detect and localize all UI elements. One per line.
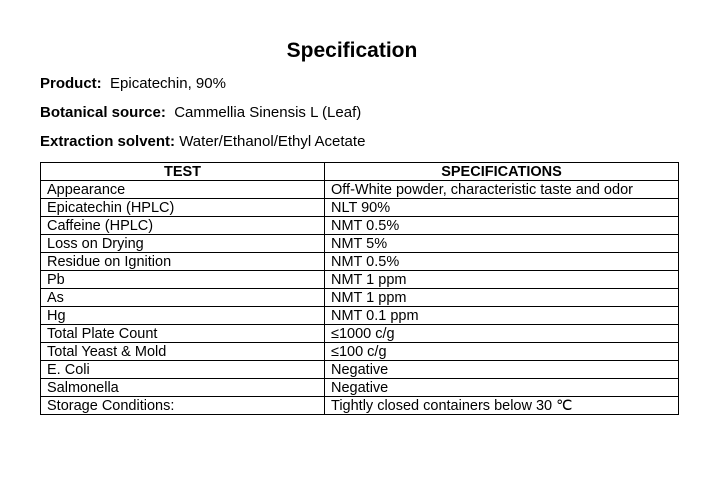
table-row xyxy=(41,343,679,361)
test-cell: Total Yeast & Mold xyxy=(41,343,325,361)
test-cell: Hg xyxy=(41,307,325,325)
spec-cell: NMT 5% xyxy=(325,235,679,253)
spec-cell: Tightly closed containers below 30 ℃ xyxy=(325,397,679,415)
spec-cell: NMT 0.5% xyxy=(325,217,679,235)
test-cell: As xyxy=(41,289,325,307)
botanical-source-label: Botanical source: xyxy=(40,104,166,121)
test-cell: Pb xyxy=(41,271,325,289)
table-row xyxy=(41,235,679,253)
table-row xyxy=(41,289,679,307)
test-cell: Caffeine (HPLC) xyxy=(41,217,325,235)
column-header-specifications: SPECIFICATIONS xyxy=(325,163,679,181)
product-value: Epicatechin, 90% xyxy=(110,75,226,92)
table-row xyxy=(41,217,679,235)
extraction-solvent-label: Extraction solvent: xyxy=(40,133,176,150)
table-row xyxy=(41,361,679,379)
test-cell: Loss on Drying xyxy=(41,235,325,253)
spec-cell: NLT 90% xyxy=(325,199,679,217)
test-cell: E. Coli xyxy=(41,361,325,379)
table-row xyxy=(41,379,679,397)
spec-cell: NMT 1 ppm xyxy=(325,289,679,307)
table-row xyxy=(41,181,679,199)
test-cell: Salmonella xyxy=(41,379,325,397)
spec-cell: Negative xyxy=(325,361,679,379)
column-header-test: TEST xyxy=(41,163,325,181)
extraction-solvent-value: Water/Ethanol/Ethyl Acetate xyxy=(179,133,366,150)
spec-cell: Off-White powder, characteristic taste and odor xyxy=(325,181,679,199)
spec-cell: ≤1000 c/g xyxy=(325,325,679,343)
spec-cell: ≤100 c/g xyxy=(325,343,679,361)
product-line xyxy=(40,75,226,93)
specification-table xyxy=(40,162,679,415)
table-header-row xyxy=(41,163,679,181)
spec-cell: Negative xyxy=(325,379,679,397)
spec-cell: NMT 0.1 ppm xyxy=(325,307,679,325)
botanical-source-value: Cammellia Sinensis L (Leaf) xyxy=(174,104,362,121)
spec-cell: NMT 0.5% xyxy=(325,253,679,271)
spec-cell: NMT 1 ppm xyxy=(325,271,679,289)
table-row xyxy=(41,325,679,343)
table-row xyxy=(41,307,679,325)
test-cell: Residue on Ignition xyxy=(41,253,325,271)
table-row xyxy=(41,397,679,415)
extraction-solvent-line xyxy=(40,133,365,151)
table-row xyxy=(41,199,679,217)
page-title: Specification xyxy=(286,39,418,62)
table-row xyxy=(41,253,679,271)
product-label: Product: xyxy=(40,75,102,92)
test-cell: Total Plate Count xyxy=(41,325,325,343)
table-row xyxy=(41,271,679,289)
test-cell: Epicatechin (HPLC) xyxy=(41,199,325,217)
test-cell: Storage Conditions: xyxy=(41,397,325,415)
botanical-source-line xyxy=(40,104,361,122)
test-cell: Appearance xyxy=(41,181,325,199)
